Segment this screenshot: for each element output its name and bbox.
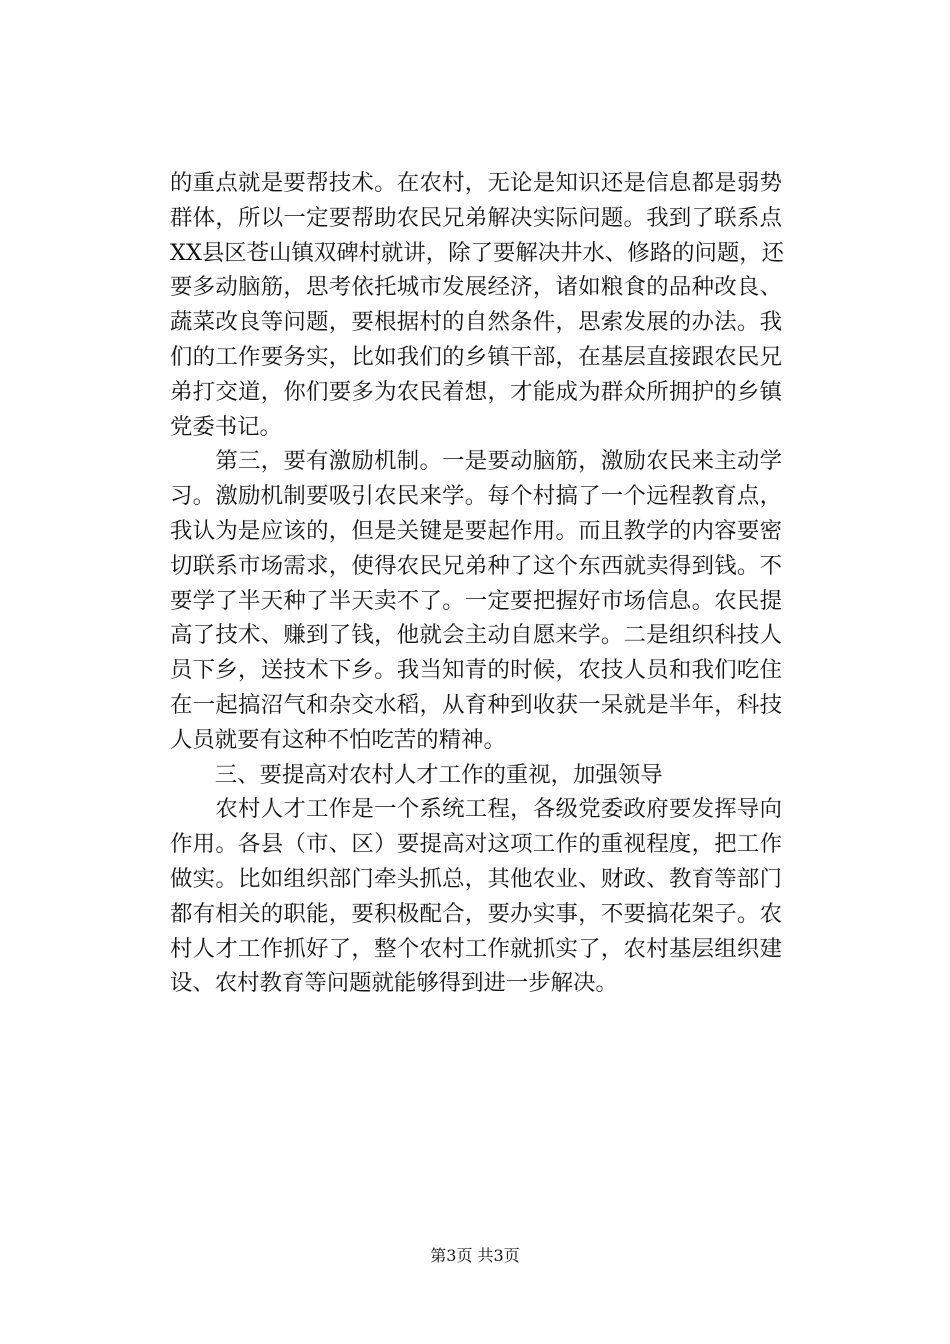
text-line: 村人才工作抓好了，整个农村工作就抓实了，农村基层组织建 — [170, 935, 782, 962]
text-line: 们的工作要务实，比如我们的乡镇干部，在基层直接跟农民兄 — [170, 343, 782, 370]
text-line: 作用。各县（市、区）要提高对这项工作的重视程度，把工作 — [170, 831, 782, 858]
text-line: 要学了半天种了半天卖不了。一定要把握好市场信息。农民提 — [170, 587, 782, 614]
text-line: XX县区苍山镇双碑村就讲，除了要解决井水、修路的问题，还 — [170, 239, 785, 266]
text-line: 群体，所以一定要帮助农民兄弟解决实际问题。我到了联系点 — [170, 204, 782, 231]
text-line: 农村人才工作是一个系统工程，各级党委政府要发挥导向 — [170, 796, 782, 823]
text-line: 做实。比如组织部门牵头抓总，其他农业、财政、教育等部门 — [170, 865, 782, 892]
text-line: 在一起搞沼气和杂交水稻，从育种到收获一呆就是半年，科技 — [170, 691, 782, 718]
text-line: 的重点就是要帮技术。在农村，无论是知识还是信息都是弱势 — [170, 170, 782, 196]
text-line: 党委书记。 — [170, 413, 282, 440]
text-line: 蔬菜改良等问题，要根据村的自然条件，思索发展的办法。我 — [170, 309, 782, 336]
text-line: 设、农村教育等问题就能够得到进一步解决。 — [170, 970, 618, 997]
text-line: 高了技术、赚到了钱，他就会主动自愿来学。二是组织科技人 — [170, 622, 782, 649]
text-line: 第三，要有激励机制。一是要动脑筋，激励农民来主动学 — [170, 448, 782, 475]
text-line: 人员就要有这种不怕吃苦的精神。 — [170, 726, 506, 753]
text-line: 习。激励机制要吸引农民来学。每个村搞了一个远程教育点， — [170, 483, 782, 510]
page-number-label: 第3页 共3页 — [430, 1246, 520, 1265]
text-line: 员下乡，送技术下乡。我当知青的时候，农技人员和我们吃住 — [170, 657, 782, 684]
text-line: 要多动脑筋，思考依托城市发展经济，诸如粮食的品种改良、 — [170, 274, 782, 301]
text-line: 弟打交道，你们要多为农民着想，才能成为群众所拥护的乡镇 — [170, 378, 782, 405]
text-line: 我认为是应该的，但是关键是要起作用。而且教学的内容要密 — [170, 517, 782, 544]
text-line: 切联系市场需求，使得农民兄弟种了这个东西就卖得到钱。不 — [170, 552, 782, 579]
body-text — [170, 166, 785, 1001]
page-footer — [0, 1245, 950, 1267]
section-heading: 三、要提高对农村人才工作的重视，加强领导 — [170, 761, 663, 788]
text-line: 都有相关的职能，要积极配合，要办实事，不要搞花架子。农 — [170, 900, 782, 927]
